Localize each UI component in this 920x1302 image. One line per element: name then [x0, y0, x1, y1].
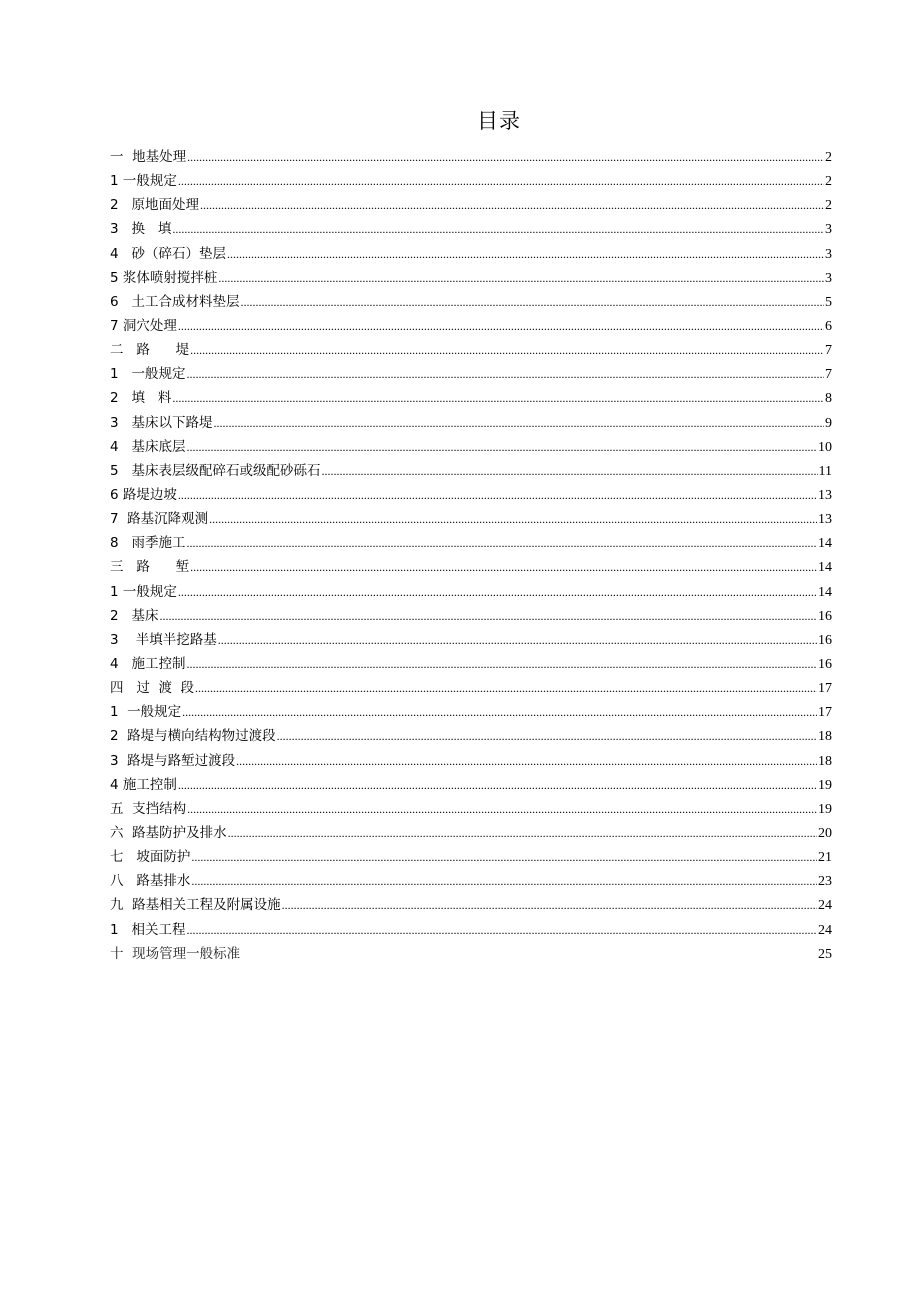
toc-entry[interactable]	[110, 700, 832, 724]
toc-page-number: 13	[818, 487, 832, 503]
toc-leader-dots	[209, 507, 817, 531]
toc-entry[interactable]	[110, 869, 832, 893]
toc-entry[interactable]	[110, 845, 832, 869]
toc-leader-dots	[172, 386, 824, 410]
toc-page-number: 24	[818, 922, 832, 938]
toc-entry[interactable]	[110, 724, 832, 748]
toc-entry-label: 1 一般规定	[110, 704, 182, 721]
toc-entry[interactable]	[110, 411, 832, 435]
toc-page-number: 17	[818, 681, 832, 697]
toc-leader-dots	[178, 483, 817, 507]
toc-page-number: 5	[825, 294, 832, 310]
toc-leader-dots	[218, 266, 824, 290]
toc-page-number: 16	[818, 656, 832, 672]
toc-page-number: 13	[818, 512, 832, 528]
toc-entry[interactable]	[110, 145, 832, 169]
page-title: 目录	[477, 109, 521, 133]
toc-page-number: 2	[825, 174, 832, 190]
toc-entry-label: 2 原地面处理	[110, 197, 199, 214]
toc-page-number: 19	[818, 777, 832, 793]
toc-entry[interactable]	[110, 676, 832, 700]
toc-leader-dots	[178, 580, 817, 604]
toc-leader-dots	[191, 845, 817, 869]
toc-entry[interactable]	[110, 435, 832, 459]
toc-entry-label: 四 过 渡 段	[110, 680, 195, 697]
toc-page-number: 3	[825, 270, 832, 286]
toc-entry-label: 十 现场管理一般标准	[110, 945, 241, 962]
toc-page-number: 7	[825, 367, 832, 383]
toc-leader-dots	[190, 555, 817, 579]
toc-entry-label: 2 基床	[110, 607, 159, 624]
toc-entry-label: 4 基床底层	[110, 438, 186, 455]
toc-entry[interactable]	[110, 797, 832, 821]
toc-leader-dots	[191, 869, 817, 893]
toc-page-number: 24	[818, 898, 832, 914]
toc-leader-dots	[187, 797, 817, 821]
toc-entry[interactable]	[110, 604, 832, 628]
toc-leader-dots	[186, 652, 817, 676]
toc-leader-dots	[277, 724, 817, 748]
toc-entry[interactable]	[110, 918, 832, 942]
toc-entry-label: 2 填 料	[110, 390, 172, 407]
toc-leader-dots	[282, 893, 817, 917]
toc-entry[interactable]	[110, 893, 832, 917]
toc-page-number: 18	[818, 753, 832, 769]
toc-page-number: 16	[818, 632, 832, 648]
toc-entry[interactable]	[110, 193, 832, 217]
toc-page-number: 16	[818, 608, 832, 624]
toc-entry-label: 3 基床以下路堤	[110, 414, 213, 431]
toc-leader-dots	[321, 459, 817, 483]
toc-page-number: 2	[825, 150, 832, 165]
toc-leader-dots	[186, 918, 817, 942]
toc-page-number: 25	[818, 946, 832, 962]
toc-page-number: 14	[818, 560, 832, 576]
toc-entry-label: 1 相关工程	[110, 921, 186, 938]
toc-leader-dots	[178, 314, 824, 338]
toc-entry[interactable]	[110, 507, 832, 531]
toc-page-number: 2	[825, 198, 832, 214]
toc-entry[interactable]	[110, 821, 832, 845]
toc-entry-label: 4 砂（碎石）垫层	[110, 245, 226, 262]
toc-entry-label: 3 路堤与路堑过渡段	[110, 752, 236, 769]
toc-page-number: 9	[825, 415, 832, 431]
toc-entry[interactable]	[110, 338, 832, 362]
toc-entry-last[interactable]	[110, 942, 832, 966]
toc-entry[interactable]	[110, 459, 832, 483]
toc-entry[interactable]	[110, 169, 832, 193]
toc-entry-label: 八 路基排水	[110, 873, 191, 890]
toc-entry-label: 1 一般规定	[110, 583, 177, 600]
toc-entry[interactable]	[110, 555, 832, 579]
toc-leader-dots	[187, 145, 824, 169]
toc-page-number: 11	[818, 463, 832, 479]
toc-leader-dots	[182, 700, 817, 724]
toc-entry[interactable]	[110, 290, 832, 314]
toc-entry[interactable]	[110, 483, 832, 507]
toc-entry-label: 3 换 填	[110, 221, 172, 238]
toc-entry-label: 7 路基沉降观测	[110, 511, 209, 528]
toc-leader-dots	[172, 217, 824, 241]
toc-leader-dots	[218, 628, 817, 652]
toc-entry[interactable]	[110, 386, 832, 410]
toc-entry-label: 一 地基处理	[110, 149, 187, 165]
toc-entry-label: 二 路 堤	[110, 342, 190, 359]
toc-leader-dots	[190, 338, 824, 362]
toc-leader-dots	[236, 749, 817, 773]
toc-page-number: 18	[818, 729, 832, 745]
toc-page-number: 23	[818, 874, 832, 890]
toc-leader-dots	[227, 242, 824, 266]
toc-page-number: 20	[818, 825, 832, 841]
toc-entry-label: 3 半填半挖路基	[110, 631, 217, 648]
toc-entry-label: 九 路基相关工程及附属设施	[110, 897, 281, 914]
toc-entry-label: 6 土工合成材料垫层	[110, 293, 240, 310]
toc-entry[interactable]	[110, 531, 832, 555]
toc-entry-label: 七 坡面防护	[110, 849, 191, 866]
toc-entry-label: 五 支挡结构	[110, 800, 187, 817]
toc-leader-dots	[195, 676, 817, 700]
toc-leader-dots	[200, 193, 824, 217]
toc-entry[interactable]	[110, 628, 832, 652]
toc-leader-dots	[186, 435, 817, 459]
toc-page-number: 21	[818, 850, 832, 866]
toc-entry-label: 1 一般规定	[110, 366, 186, 383]
toc-entry[interactable]	[110, 773, 832, 797]
toc-page-number: 10	[818, 439, 832, 455]
toc-leader-dots	[186, 362, 824, 386]
toc-page-number: 3	[825, 222, 832, 238]
toc-entry-label: 8 雨季施工	[110, 535, 186, 552]
toc-page-number: 14	[818, 584, 832, 600]
toc-page-number: 6	[825, 318, 832, 334]
toc-entry[interactable]	[110, 652, 832, 676]
toc-entry-label: 六 路基防护及排水	[110, 824, 227, 841]
toc-entry[interactable]	[110, 314, 832, 338]
toc-page-number: 3	[825, 246, 832, 262]
toc-leader-dots	[159, 604, 817, 628]
toc-entry[interactable]	[110, 266, 832, 290]
toc-entry[interactable]	[110, 580, 832, 604]
toc-leader-dots	[240, 290, 824, 314]
toc-entry-label: 4 施工控制	[110, 655, 186, 672]
toc-page-number: 17	[818, 705, 832, 721]
toc-entry-label: 6 路堤边坡	[110, 486, 177, 503]
toc-entry[interactable]	[110, 217, 832, 241]
table-of-contents	[110, 145, 832, 966]
toc-leader-dots	[178, 773, 817, 797]
toc-entry-label: 5 浆体喷射搅拌桩	[110, 269, 218, 286]
toc-entry-label: 5 基床表层级配碎石或级配砂砾石	[110, 462, 321, 479]
toc-entry-label: 7 洞穴处理	[110, 317, 177, 334]
toc-page-number: 7	[825, 343, 832, 359]
toc-entry[interactable]	[110, 749, 832, 773]
toc-page-number: 19	[818, 801, 832, 817]
toc-entry[interactable]	[110, 362, 832, 386]
toc-leader-dots	[186, 531, 817, 555]
toc-leader-dots	[213, 411, 824, 435]
toc-entry[interactable]	[110, 242, 832, 266]
toc-entry-label: 1 一般规定	[110, 173, 177, 190]
toc-leader-dots	[178, 169, 824, 193]
toc-leader-dots	[228, 821, 817, 845]
toc-page-number: 14	[818, 536, 832, 552]
toc-entry-label: 2 路堤与横向结构物过渡段	[110, 728, 276, 745]
toc-page-number: 8	[825, 391, 832, 407]
toc-entry-label: 三 路 堑	[110, 559, 190, 576]
toc-entry-label: 4 施工控制	[110, 776, 177, 793]
